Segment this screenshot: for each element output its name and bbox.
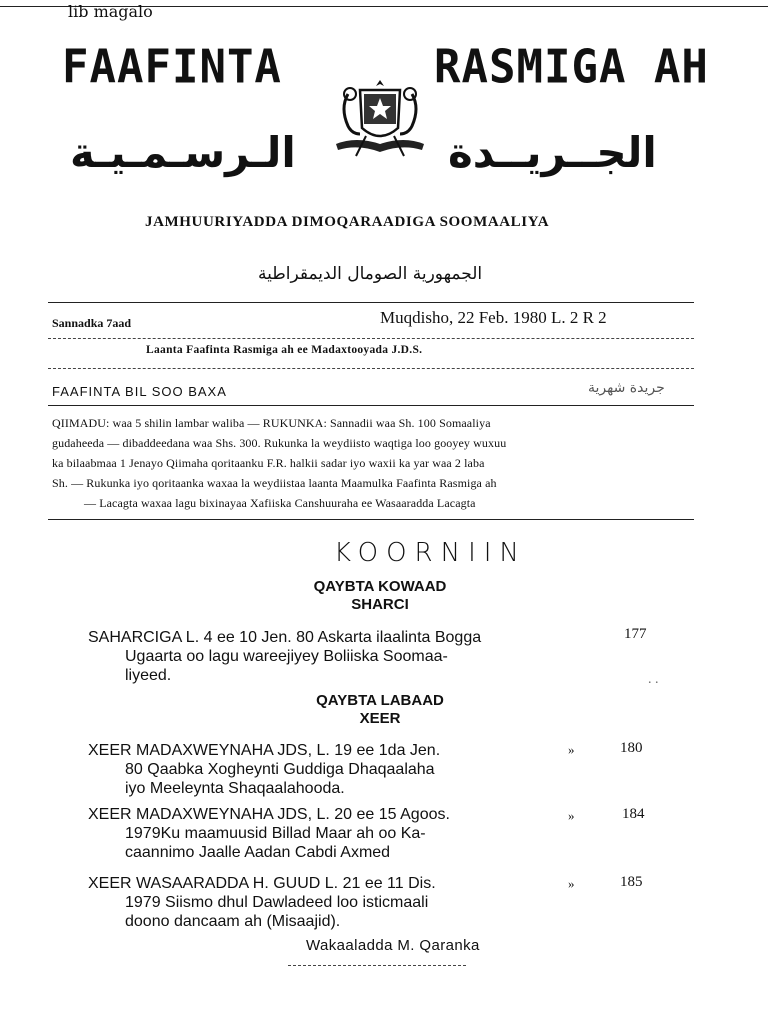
- entry-arrow: »: [568, 876, 575, 891]
- entry-line: 1979 Siismo dhul Dawladeed loo isticmaali: [125, 894, 429, 911]
- part-two-title: QAYBTA LABAAD: [316, 692, 444, 709]
- price-notice-line: ka bilaabmaa 1 Jenayo Qiimaha qoritaanku F.R. halkii sadar iyo waxii ka yar waa 2 laba: [52, 456, 485, 470]
- entry-page-number: 184: [622, 806, 645, 822]
- handwritten-note: lib magalo: [68, 2, 153, 21]
- entry-line: doono dancaam ah (Misaajid).: [125, 913, 341, 930]
- entry-line: 1979Ku maamuusid Billad Maar ah oo Ka-: [125, 825, 426, 842]
- entry-line: caannimo Jaalle Aadan Cabdi Axmed: [125, 844, 391, 861]
- price-notice-line: QIIMADU: waa 5 shilin lambar waliba — RUKUNKA: Sannadii waa Sh. 100 Somaaliya: [52, 416, 491, 430]
- entry-arrow: »: [568, 808, 575, 823]
- signature-rule: [288, 965, 466, 966]
- entry-line: SAHARCIGA L. 4 ee 10 Jen. 80 Askarta ilaalinta Bogga: [88, 629, 482, 646]
- masthead-arabic-left: الـرسـمـيـة: [70, 128, 296, 177]
- masthead-left: FAAFINTA: [62, 40, 282, 95]
- part-two-subtitle: XEER: [359, 710, 401, 727]
- entry-line: Ugaarta oo lagu wareejiyey Boliiska Soomaa-: [125, 648, 448, 665]
- republic-name-arabic: الجمهورية الصومال الديمقراطية: [258, 264, 483, 284]
- notice-bottom-rule: [48, 519, 694, 520]
- entry-page-number: 177: [624, 626, 647, 642]
- publisher-line: Laanta Faafinta Rasmiga ah ee Madaxtooyada J.D.S.: [146, 344, 423, 356]
- contents-entry: [88, 805, 568, 862]
- republic-name: JAMHUURIYADDA DIMOQARAADIGA SOOMAALIYA: [145, 214, 550, 230]
- entry-page-number: 180: [620, 740, 643, 756]
- entry-line: 80 Qaabka Xogheynti Guddiga Dhaqaalaha: [125, 761, 435, 778]
- entry-arrow: »: [568, 742, 575, 757]
- contents-heading: KOORNIIN: [334, 538, 527, 568]
- dateline-rule: [48, 338, 694, 339]
- part-one-subtitle: SHARCI: [351, 596, 409, 613]
- part-one-heading: [230, 578, 530, 614]
- notice-title: FAAFINTA BIL SOO BAXA: [52, 384, 227, 399]
- entry-line: XEER WASAARADDA H. GUUD L. 21 ee 11 Dis.: [88, 875, 436, 892]
- notice-top-rule: [48, 405, 694, 406]
- entry-line: liyeed.: [125, 667, 172, 684]
- issue-year: Sannadka 7aad: [52, 316, 132, 330]
- entry-page-number: 185: [620, 874, 643, 890]
- price-notice-line: gudaheeda — dibaddeedana waa Shs. 300. Rukunka la weydiisto waqtiga loo gooyey wuxuu: [52, 436, 507, 450]
- notice-title-arabic: جريدة شهرية: [588, 380, 665, 396]
- issue-dateline: Muqdisho, 22 Feb. 1980 L. 2 R 2: [380, 308, 607, 327]
- entry-line: iyo Meeleynta Shaqaalahooda.: [125, 780, 345, 797]
- price-notice-line: — Lacagta waxaa lagu bixinayaa Xafiiska Canshuuraha ee Wasaaradda Lacagta: [84, 496, 476, 510]
- contents-entry: [88, 741, 568, 798]
- part-one-title: QAYBTA KOWAAD: [313, 578, 447, 595]
- contents-entry: [88, 874, 568, 931]
- leader-dots: . .: [648, 672, 659, 687]
- price-notice-line: Sh. — Rukunka iyo qoritaanka waxaa la weydiistaa laanta Maamulka Faafinta Rasmiga ah: [52, 476, 497, 490]
- part-two-heading: [230, 692, 530, 728]
- publisher-signature: Wakaaladda M. Qaranka: [306, 937, 480, 954]
- price-notice: [52, 413, 726, 513]
- masthead-right: RASMIGA AH: [434, 40, 709, 95]
- entry-line: XEER MADAXWEYNAHA JDS, L. 19 ee 1da Jen.: [88, 742, 441, 759]
- contents-entry: [88, 628, 568, 685]
- masthead-arabic-right: الجــريــدة: [448, 128, 657, 177]
- coat-of-arms-emblem: [326, 74, 434, 162]
- header-rule: [48, 302, 694, 303]
- publisher-rule: [48, 368, 694, 369]
- entry-line: XEER MADAXWEYNAHA JDS, L. 20 ee 15 Agoos.: [88, 806, 450, 823]
